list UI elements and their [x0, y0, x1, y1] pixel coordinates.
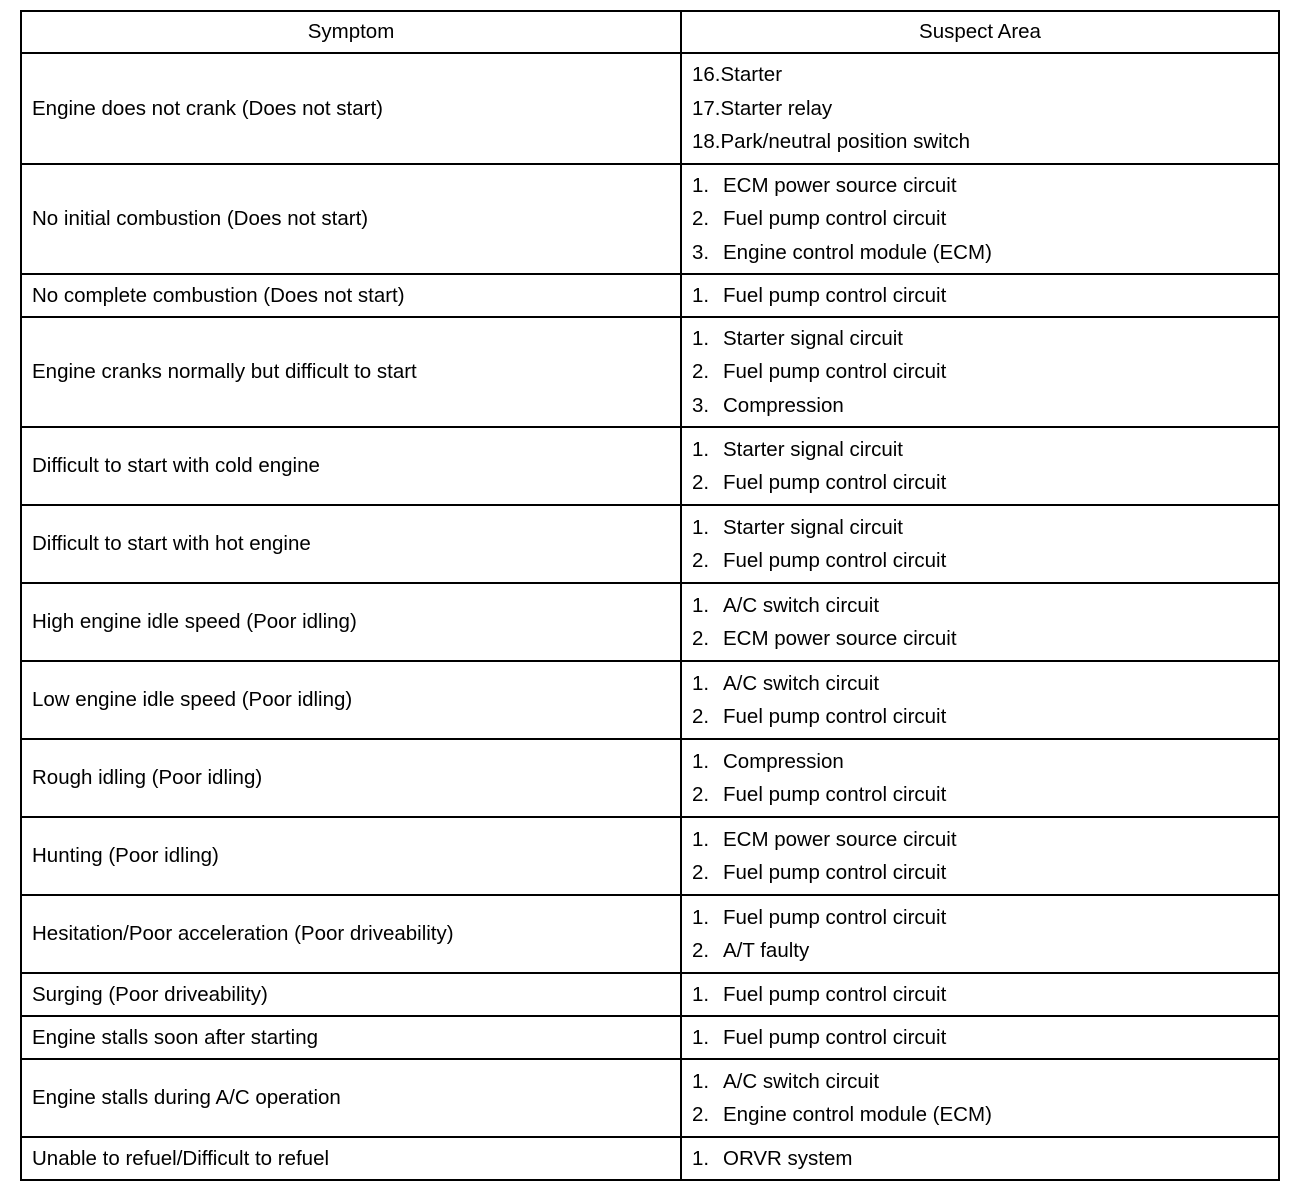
item-text: Fuel pump control circuit [723, 905, 947, 929]
item-number: 2. [692, 939, 710, 962]
suspect-area-item [692, 544, 1268, 578]
item-number: 18. [692, 130, 721, 154]
item-text: A/C switch circuit [723, 671, 880, 695]
table-row [21, 1016, 1279, 1059]
table-header [21, 11, 1279, 53]
suspect-area-item [692, 92, 1268, 126]
item-text: Starter signal circuit [723, 437, 904, 461]
suspect-area-item [692, 433, 1268, 467]
suspect-area-header: Suspect Area [681, 11, 1279, 53]
item-number: 1. [692, 671, 710, 695]
suspect-area-cell [681, 739, 1279, 817]
item-number: 1. [692, 749, 710, 773]
suspect-area-cell [681, 817, 1279, 895]
suspect-area-item [692, 1098, 1268, 1132]
suspect-area-cell [681, 427, 1279, 505]
table-row [21, 274, 1279, 317]
suspect-area-item [692, 1065, 1268, 1099]
symptom-cell: High engine idle speed (Poor idling) [21, 583, 681, 661]
item-text: Park/neutral position switch [720, 130, 971, 154]
symptom-cell: Rough idling (Poor idling) [21, 739, 681, 817]
item-number: 1. [692, 827, 710, 851]
item-number: 2. [692, 360, 710, 384]
item-number: 1. [692, 1025, 710, 1049]
symptom-cell: No initial combustion (Does not start) [21, 164, 681, 274]
item-number: 17. [692, 96, 721, 120]
item-number: 3. [692, 393, 710, 417]
item-text: Fuel pump control circuit [723, 982, 947, 1006]
suspect-area-cell [681, 583, 1279, 661]
item-number: 1. [692, 515, 710, 539]
symptom-cell: No complete combustion (Does not start) [21, 274, 681, 317]
suspect-area-cell [681, 274, 1279, 317]
suspect-area-item [692, 823, 1268, 857]
item-text: A/T faulty [723, 939, 810, 962]
item-text: ECM power source circuit [723, 827, 957, 851]
symptom-cell: Engine stalls soon after starting [21, 1016, 681, 1059]
item-text: Fuel pump control circuit [723, 549, 947, 572]
suspect-area-item [692, 169, 1268, 203]
table-row [21, 817, 1279, 895]
item-number: 1. [692, 1146, 710, 1170]
suspect-area-item [692, 856, 1268, 890]
suspect-area-item [692, 901, 1268, 935]
item-number: 2. [692, 783, 710, 806]
item-text: Compression [723, 749, 844, 773]
table-body [21, 53, 1279, 1180]
suspect-area-item [692, 589, 1268, 623]
symptom-cell: Surging (Poor driveability) [21, 973, 681, 1016]
symptom-cell: Unable to refuel/Difficult to refuel [21, 1137, 681, 1180]
table-row [21, 583, 1279, 661]
symptom-cell: Engine does not crank (Does not start) [21, 53, 681, 164]
symptom-cell: Engine cranks normally but difficult to start [21, 317, 681, 427]
item-text: Engine control module (ECM) [723, 1103, 992, 1126]
item-number: 1. [692, 283, 710, 307]
table-row [21, 661, 1279, 739]
symptom-cell: Hunting (Poor idling) [21, 817, 681, 895]
suspect-area-cell [681, 317, 1279, 427]
suspect-area-cell [681, 895, 1279, 973]
suspect-area-item [692, 934, 1268, 968]
suspect-area-item [692, 667, 1268, 701]
item-text: A/C switch circuit [723, 593, 880, 617]
item-number: 1. [692, 326, 710, 350]
table-row [21, 1059, 1279, 1137]
item-number: 1. [692, 982, 710, 1006]
suspect-area-item [692, 778, 1268, 812]
symptom-cell: Difficult to start with hot engine [21, 505, 681, 583]
item-number: 1. [692, 593, 710, 617]
suspect-area-item [692, 1021, 1268, 1055]
suspect-area-item [692, 978, 1268, 1012]
item-text: Starter relay [720, 96, 833, 120]
suspect-area-item [692, 745, 1268, 779]
item-text: Fuel pump control circuit [723, 283, 947, 307]
suspect-area-item [692, 58, 1268, 92]
table-row [21, 739, 1279, 817]
suspect-area-item [692, 125, 1268, 159]
symptom-cell: Low engine idle speed (Poor idling) [21, 661, 681, 739]
item-text: ORVR system [723, 1146, 853, 1170]
table-row [21, 164, 1279, 274]
suspect-area-item [692, 389, 1268, 423]
table-row [21, 427, 1279, 505]
item-number: 2. [692, 705, 710, 728]
suspect-area-item [692, 322, 1268, 356]
item-text: Compression [723, 393, 844, 417]
suspect-area-cell [681, 973, 1279, 1016]
item-text: Fuel pump control circuit [723, 705, 947, 728]
symptom-cell: Difficult to start with cold engine [21, 427, 681, 505]
table-row [21, 895, 1279, 973]
item-text: Engine control module (ECM) [723, 240, 992, 264]
item-text: Fuel pump control circuit [723, 861, 947, 884]
suspect-area-item [692, 622, 1268, 656]
table-row [21, 973, 1279, 1016]
suspect-area-item [692, 236, 1268, 270]
item-number: 2. [692, 861, 710, 884]
item-number: 2. [692, 627, 710, 650]
item-text: ECM power source circuit [723, 627, 957, 650]
table-row [21, 1137, 1279, 1180]
suspect-area-cell [681, 164, 1279, 274]
item-number: 2. [692, 549, 710, 572]
table-row [21, 53, 1279, 164]
symptom-cell: Hesitation/Poor acceleration (Poor driveability) [21, 895, 681, 973]
suspect-area-cell [681, 661, 1279, 739]
item-number: 16. [692, 63, 721, 87]
item-number: 3. [692, 240, 710, 264]
symptom-table [20, 10, 1280, 1181]
suspect-area-item [692, 202, 1268, 236]
suspect-area-cell [681, 505, 1279, 583]
item-number: 1. [692, 1069, 710, 1093]
suspect-area-cell [681, 1016, 1279, 1059]
symptom-cell: Engine stalls during A/C operation [21, 1059, 681, 1137]
item-number: 1. [692, 173, 710, 197]
item-number: 2. [692, 471, 710, 494]
table-row [21, 317, 1279, 427]
item-text: Fuel pump control circuit [723, 471, 947, 494]
suspect-area-item [692, 511, 1268, 545]
suspect-area-cell [681, 1137, 1279, 1180]
suspect-area-item [692, 1142, 1268, 1176]
table-row [21, 505, 1279, 583]
item-text: Fuel pump control circuit [723, 783, 947, 806]
item-number: 1. [692, 437, 710, 461]
item-text: Starter signal circuit [723, 326, 904, 350]
item-text: A/C switch circuit [723, 1069, 880, 1093]
header-row [21, 11, 1279, 53]
suspect-area-cell [681, 53, 1279, 164]
item-text: ECM power source circuit [723, 173, 957, 197]
suspect-area-item [692, 700, 1268, 734]
item-text: Starter [720, 63, 783, 87]
suspect-area-cell [681, 1059, 1279, 1137]
suspect-area-item [692, 466, 1268, 500]
item-text: Fuel pump control circuit [723, 207, 947, 231]
suspect-area-item [692, 279, 1268, 313]
item-number: 1. [692, 905, 710, 929]
item-text: Fuel pump control circuit [723, 1025, 947, 1049]
item-number: 2. [692, 207, 710, 231]
item-number: 2. [692, 1103, 710, 1126]
symptom-header: Symptom [21, 11, 681, 53]
item-text: Fuel pump control circuit [723, 360, 947, 384]
suspect-area-item [692, 355, 1268, 389]
item-text: Starter signal circuit [723, 515, 904, 539]
